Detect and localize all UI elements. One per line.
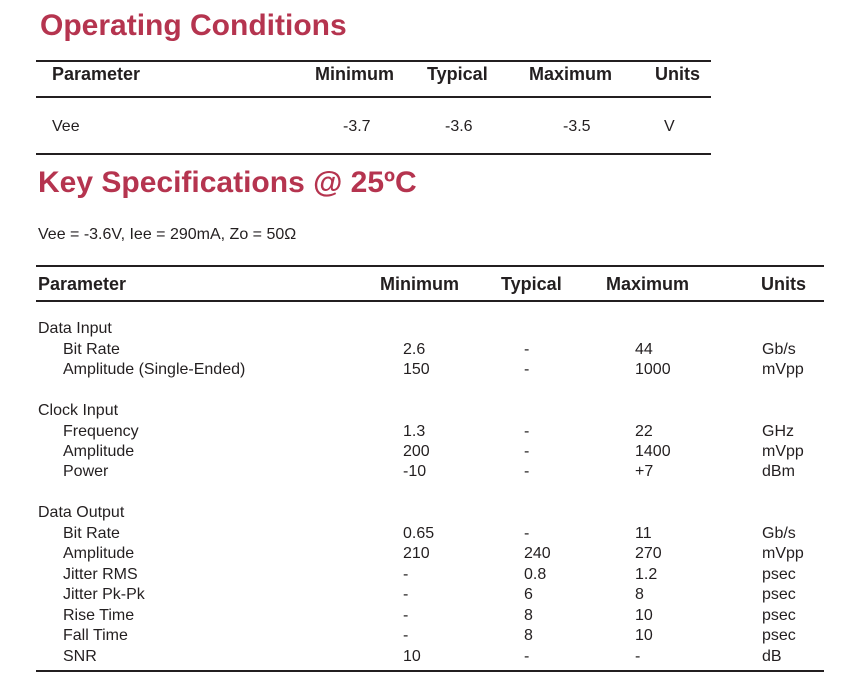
row-minimum: 1.3 <box>403 423 426 440</box>
row-parameter: Bit Rate <box>63 525 120 542</box>
row-minimum: 0.65 <box>403 525 435 542</box>
row-parameter: Jitter Pk-Pk <box>63 586 145 603</box>
group-title: Clock Input <box>38 402 119 419</box>
row-units: GHz <box>762 423 794 440</box>
op-row-maximum: -3.5 <box>563 118 591 135</box>
spec-table-bottom-rule <box>36 670 824 672</box>
op-table-top-rule <box>36 60 711 62</box>
row-maximum: 44 <box>635 341 653 358</box>
row-typical: - <box>524 648 530 665</box>
row-units: mVpp <box>762 361 804 378</box>
row-units: psec <box>762 566 796 583</box>
row-maximum: +7 <box>635 463 654 480</box>
row-units: mVpp <box>762 545 804 562</box>
row-typical: 8 <box>524 607 533 624</box>
row-minimum: 150 <box>403 361 430 378</box>
spec-header-rule <box>36 300 824 302</box>
row-parameter: SNR <box>63 648 97 665</box>
row-typical: - <box>524 525 530 542</box>
spec-header-maximum: Maximum <box>606 274 690 294</box>
row-maximum: 1400 <box>635 443 671 460</box>
row-maximum: 270 <box>635 545 662 562</box>
spec-header-typical: Typical <box>501 274 562 294</box>
op-row-parameter: Vee <box>52 118 80 135</box>
row-maximum: 1.2 <box>635 566 658 583</box>
op-header-rule <box>36 96 711 98</box>
operating-conditions-title: Operating Conditions <box>40 9 347 42</box>
row-parameter: Fall Time <box>63 627 128 644</box>
row-parameter: Frequency <box>63 423 139 440</box>
row-typical: 0.8 <box>524 566 547 583</box>
row-typical: - <box>524 361 530 378</box>
row-minimum: - <box>403 607 409 624</box>
row-parameter: Power <box>63 463 109 480</box>
row-minimum: 2.6 <box>403 341 426 358</box>
row-maximum: 10 <box>635 607 653 624</box>
row-units: Gb/s <box>762 525 796 542</box>
test-conditions: Vee = -3.6V, Iee = 290mA, Zo = 50Ω <box>38 226 297 243</box>
spec-header-minimum: Minimum <box>380 274 459 294</box>
row-maximum: - <box>635 648 641 665</box>
row-maximum: 10 <box>635 627 653 644</box>
row-typical: 8 <box>524 627 533 644</box>
row-parameter: Amplitude <box>63 443 135 460</box>
row-parameter: Bit Rate <box>63 341 120 358</box>
row-typical: 240 <box>524 545 551 562</box>
row-minimum: 10 <box>403 648 421 665</box>
row-minimum: - <box>403 566 409 583</box>
group-title: Data Input <box>38 320 112 337</box>
row-minimum: - <box>403 586 409 603</box>
key-specifications-title: Key Specifications @ 25ºC <box>38 166 417 199</box>
row-minimum: 200 <box>403 443 430 460</box>
op-row-minimum: -3.7 <box>343 118 371 135</box>
op-header-minimum: Minimum <box>315 64 394 84</box>
row-parameter: Jitter RMS <box>63 566 138 583</box>
group-title: Data Output <box>38 504 125 521</box>
op-row-typical: -3.6 <box>445 118 473 135</box>
row-minimum: 210 <box>403 545 430 562</box>
row-units: psec <box>762 607 796 624</box>
row-typical: - <box>524 463 530 480</box>
op-row-units: V <box>664 118 675 135</box>
op-table-bottom-rule <box>36 153 711 155</box>
row-maximum: 22 <box>635 423 653 440</box>
row-units: dBm <box>762 463 795 480</box>
spec-header-units: Units <box>761 274 806 294</box>
row-units: mVpp <box>762 443 804 460</box>
row-units: psec <box>762 627 796 644</box>
op-header-typical: Typical <box>427 64 488 84</box>
row-units: Gb/s <box>762 341 796 358</box>
row-typical: 6 <box>524 586 533 603</box>
row-parameter: Amplitude <box>63 545 135 562</box>
op-header-parameter: Parameter <box>52 64 141 84</box>
row-parameter: Amplitude (Single-Ended) <box>63 361 246 378</box>
row-typical: - <box>524 423 530 440</box>
spec-header-parameter: Parameter <box>38 274 127 294</box>
row-typical: - <box>524 443 530 460</box>
row-units: psec <box>762 586 796 603</box>
row-parameter: Rise Time <box>63 607 135 624</box>
op-header-maximum: Maximum <box>529 64 613 84</box>
row-maximum: 1000 <box>635 361 671 378</box>
spec-table-top-rule <box>36 265 824 267</box>
op-header-units: Units <box>655 64 700 84</box>
row-maximum: 8 <box>635 586 644 603</box>
row-minimum: - <box>403 627 409 644</box>
row-typical: - <box>524 341 530 358</box>
row-units: dB <box>762 648 782 665</box>
row-minimum: -10 <box>403 463 427 480</box>
row-maximum: 11 <box>635 525 652 542</box>
